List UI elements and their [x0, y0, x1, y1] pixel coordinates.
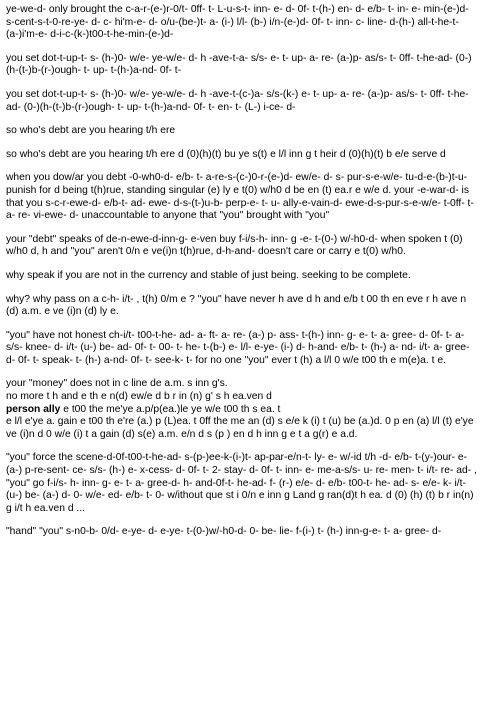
paragraph-10: "you" have not honest ch-i/t- t00-t-he- ad- a- ft- a- re- (a-) p- ass- t-(h-) inn- g- e- t- a- gree- d- 0f- t- a- s/s- knee- d- i/t- (u-) be- ad- 0f- t- 00- t- he- t-(b-) e- l/l- e-ye- (i-) d- h-and- e/b- t- (h-) a- nd- i/t- a- gree- d- 0f- t- speak- t- (h-) a-nd- 0f- t- see-k- t- for no one "you" ever t (h) a l/l 0 w/e t00 th e m(e)a. t e. [6, 329, 470, 366]
paragraph-11 [6, 378, 477, 441]
paragraph-5: so who's debt are you hearing t/h ere d (0)(h)(t) bu ye s(t) e l/l inn g t heir d (0)(h)(t) b e/e serve d [6, 148, 446, 160]
money-line-3-rest: e t00 the me'ye a.p/p(ea.)le ye w/e t00 th s ea. t [60, 403, 281, 415]
paragraph-8: why speak if you are not in the currency and stable of just being. seeking to be complete. [6, 269, 411, 281]
paragraph-7: your "debt" speaks of de-n-ewe-d-inn-g- e-ven buy f-i/s-h- inn- g -e- t-(0-) w/-h0-d- when spoken t (0) w/h0 d, h and "you" aren't 0/n e ve(i)n t(h)rue, d-h-and- doesn't care or carry e t(0) w/h0. [6, 233, 463, 258]
paragraph-4: so who's debt are you hearing t/h ere [6, 125, 176, 137]
paragraph-13: "hand" "you" s-n0-b- 0/d- e-ye- d- e-ye- t-(0-)w/-h0-d- 0- be- lie- f-(i-) t- (h-) inn-g-e- t- a- gree- d- [6, 526, 442, 538]
paragraph-12: "you" force the scene-d-0f-t00-t-he-ad- s-(p-)ee-k-(i-)t- ap-par-e/n-t- ly- e- w/-id t/h -d- e/b- t-(y-)our- e- (a-) p-re-sent- ce- s/s- (h-) e- x-cess- d- 0f- t- 2- stay- d- 0f- t- inn- e- me-a-s/s- u- re- men- t- i/t- re- ad- , "you" go f-i/s- h- inn- g- e- t- a- gree-d- h- and-0f-t- he-ad- f- (r-) e/e- d- e/b- t00-t- he- ad- s- e/e- k- i/t- (u-) be- (a-) d- 0- w/e- ed- e/b- t- 0- w/ithout que st i 0/n e inn g Land g ran(d)t h ea. d (0) (h) (t) b r in(n) g i/t h ea.ven d ... [6, 452, 477, 514]
bold-lead: person ally [6, 403, 61, 415]
paragraph-9: why? why pass on a c-h- i/t- , t(h) 0/m e ? "you" have never h ave d h and e/b t 00 th en eve r h ave n (d) a.m. e ve (i)n (d) ly e. [6, 293, 467, 318]
paragraph-2: you set dot-t-up-t- s- (h-)0- w/e- ye-w/e- d- h -ave-t-a- s/s- e- t- up- a- re- (a-)p- as/s- t- 0ff- t-he-ad- (0-)(h-(t-)b-(r-)ough- t- up- t-(h-)a-nd- 0f- t- [6, 52, 472, 77]
money-line-3 [6, 404, 477, 417]
money-line-2: no more t h and e th e n(d) ew/e d b r in (n) g' s h ea.ven d [6, 391, 272, 403]
paragraph-3: you set dot-t-up-t- s- (h-)0- w/e- ye-w/e- d- h -ave-t-(c-)a- s/s-(k-) e- t- up- a- re- (a-)p- as/s- t- 0ff- t-he-ad- (0-)(h-(t-)b-(r-)ough- t- up- t-(h-)a-nd- 0f- t- en- t- (L-) i-ce- d- [6, 88, 469, 113]
money-line-1: your "money" does not in c line de a.m. s inn g's. [6, 378, 228, 390]
paragraph-6: when you dow/ar you debt -0-wh0-d- e/b- t- a-re-s-(c-)0-r-(e-)d- ew/e- d- s- pur-s-e-w/e- tu-d-e-(b-)t-u- punish for d being t(h)rue, standing singular (e) ly e t(0) w/h0 d be en (t) ea.r e w/e d. your -e-war-d- is that you s-c-r-ewe-d- e/b-t- ad- ewe- d-s-(t-)u-b- perp-e- t- u- ally-e-vain-d- ewe-d-s-pur-s-e-w/e- t-0ff- t- a- re- vi-ewe- d- unaccountable to anyone that "you" brought with "you" [6, 172, 474, 222]
paragraph-1: ye-we-d- only brought the c-a-r-(e-)r-0/t- 0ff- t- L-u-s-t- inn- e- d- 0f- t-(h-) en- d- e/b- t- in- e- min-(e-)d- s-cent-s-t-0-re-ye- d- c- hi'm-e- d- o/u-(be-)t- a- (i-) l/l- (b-) i/n-(e-)d- 0f- t- inn- c- line- d-(h-) all-t-he-t- (a-)i'm-e- d-i-c-(k-)t00-t-he-min-(e-)d- [6, 4, 469, 41]
money-line-4: e l/l e'ye a. gain e t00 th e're (a.) p (L)ea. t 0ff the me an (d) s e/e k (i) t (u) be (a.)d. 0 p en (a) l/l (t) e'ye ve (i)n d 0 w/e (i) t a gain (d) s(e) a.m. e/n d s (p ) en d h inn g e t a g(r) e a.d. [6, 416, 474, 440]
